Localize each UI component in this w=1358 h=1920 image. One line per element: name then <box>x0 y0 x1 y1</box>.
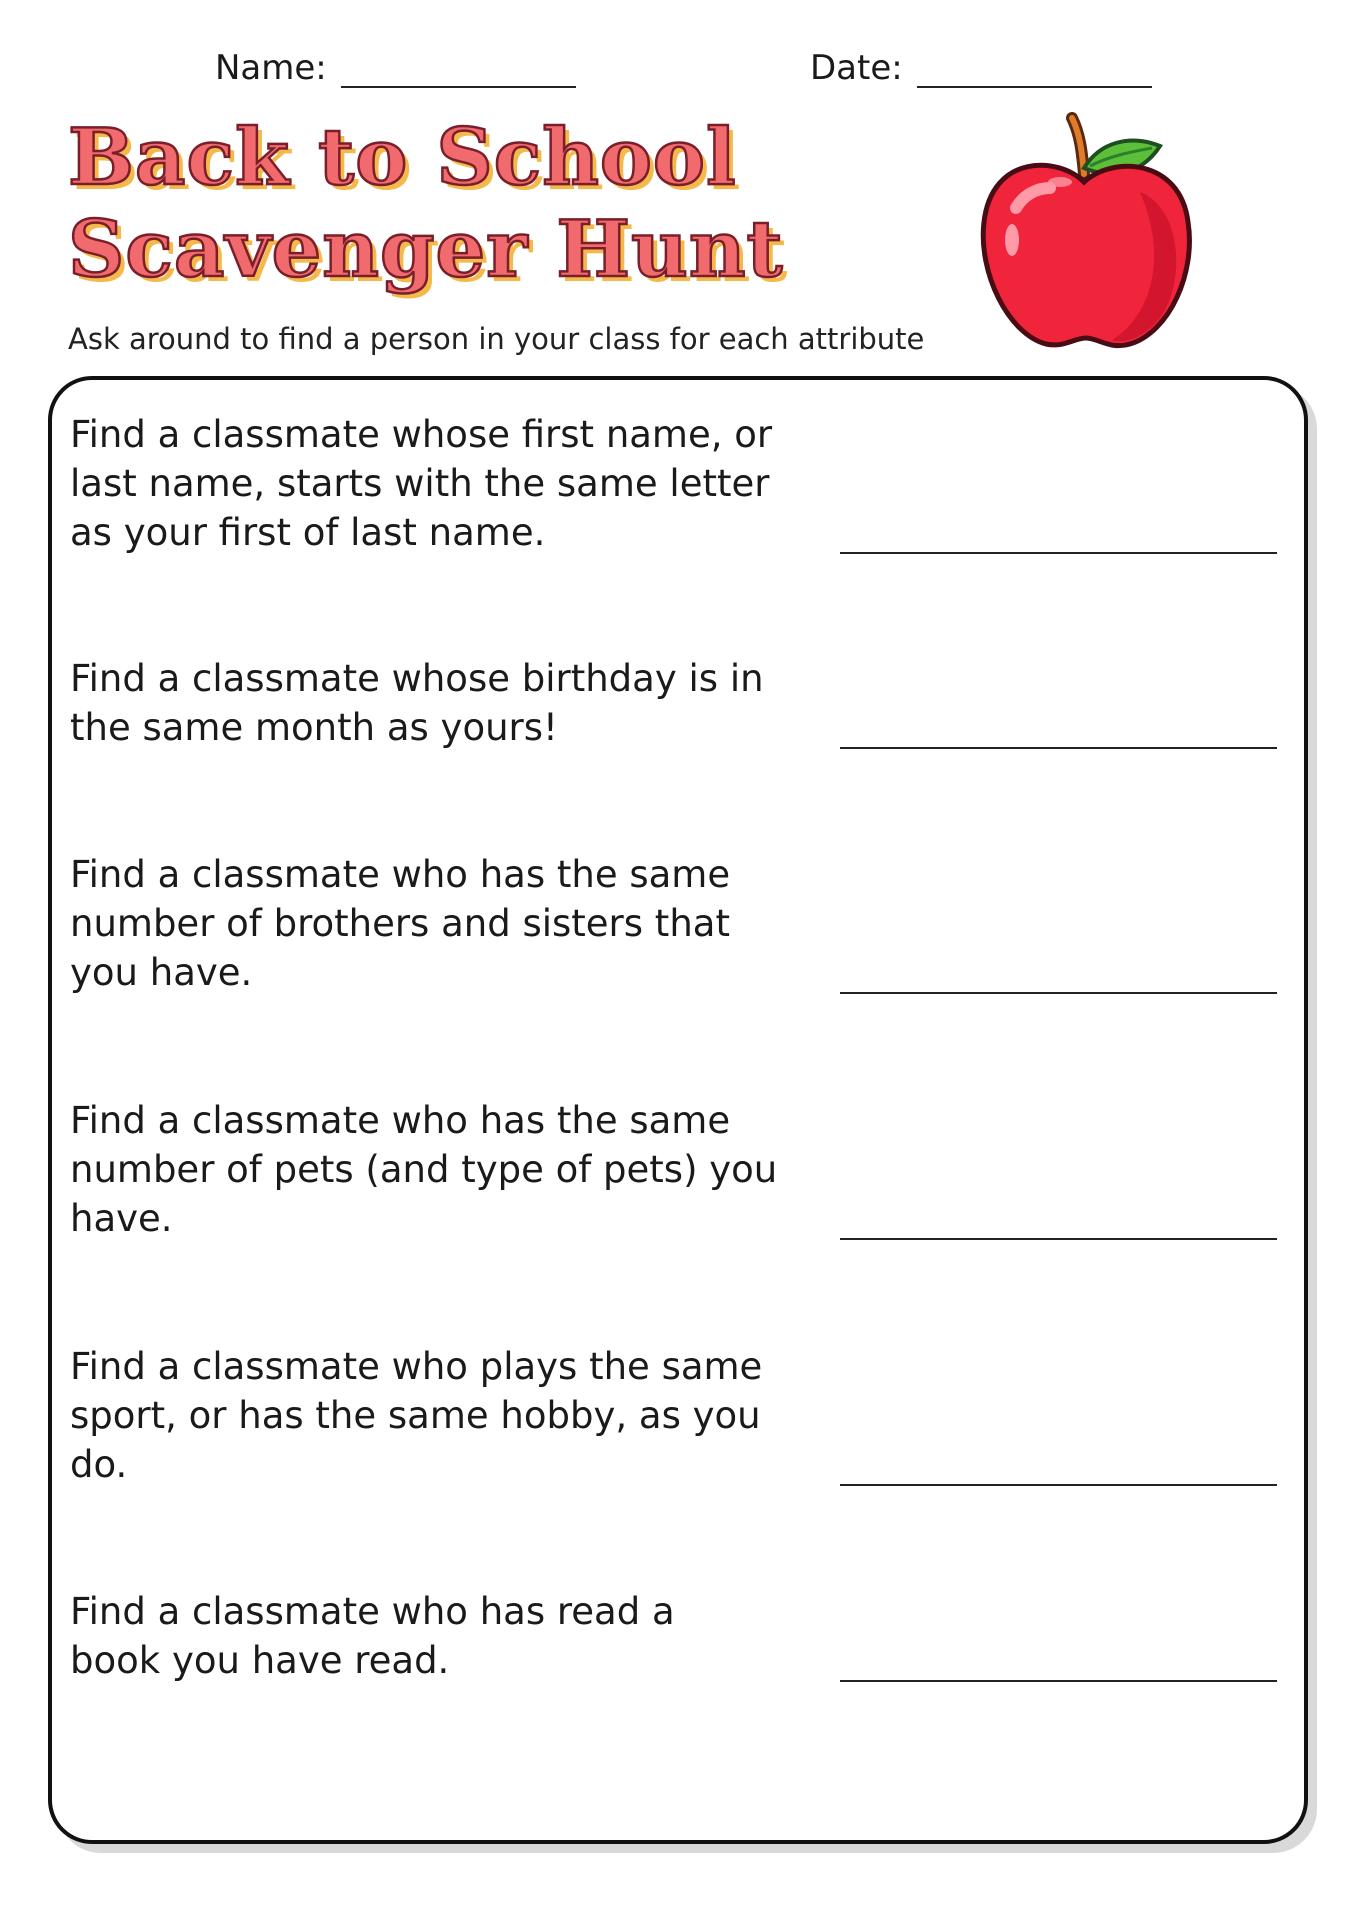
answer-line[interactable] <box>840 1680 1277 1682</box>
name-input-line[interactable] <box>341 50 576 88</box>
date-label: Date: <box>810 48 903 88</box>
date-field <box>810 48 1152 88</box>
hunt-item-text: Find a classmate who has the same number of brothers and sisters that you have. <box>70 853 731 994</box>
instructions: Ask around to find a person in your class for each attribute <box>68 322 925 356</box>
answer-line[interactable] <box>840 1484 1277 1486</box>
hunt-item-text: Find a classmate whose birthday is in the same month as yours! <box>70 657 764 749</box>
page-title <box>68 112 784 296</box>
date-input-line[interactable] <box>917 50 1152 88</box>
title-line-2: Scavenger Hunt <box>68 204 784 295</box>
answer-line[interactable] <box>840 1238 1277 1240</box>
answer-line[interactable] <box>840 992 1277 994</box>
apple-icon <box>972 112 1200 352</box>
name-label: Name: <box>215 48 327 88</box>
title-line-1: Back to School <box>68 112 737 203</box>
hunt-item-text: Find a classmate whose first name, or last name, starts with the same letter as your first of last name. <box>70 413 773 554</box>
hunt-item-text: Find a classmate who plays the same sport, or has the same hobby, as you do. <box>70 1345 763 1486</box>
answer-line[interactable] <box>840 552 1277 554</box>
answer-line[interactable] <box>840 747 1277 749</box>
hunt-item-text: Find a classmate who has read a book you have read. <box>70 1590 675 1682</box>
hunt-item-text: Find a classmate who has the same number of pets (and type of pets) you have. <box>70 1099 778 1240</box>
name-field <box>215 48 576 88</box>
